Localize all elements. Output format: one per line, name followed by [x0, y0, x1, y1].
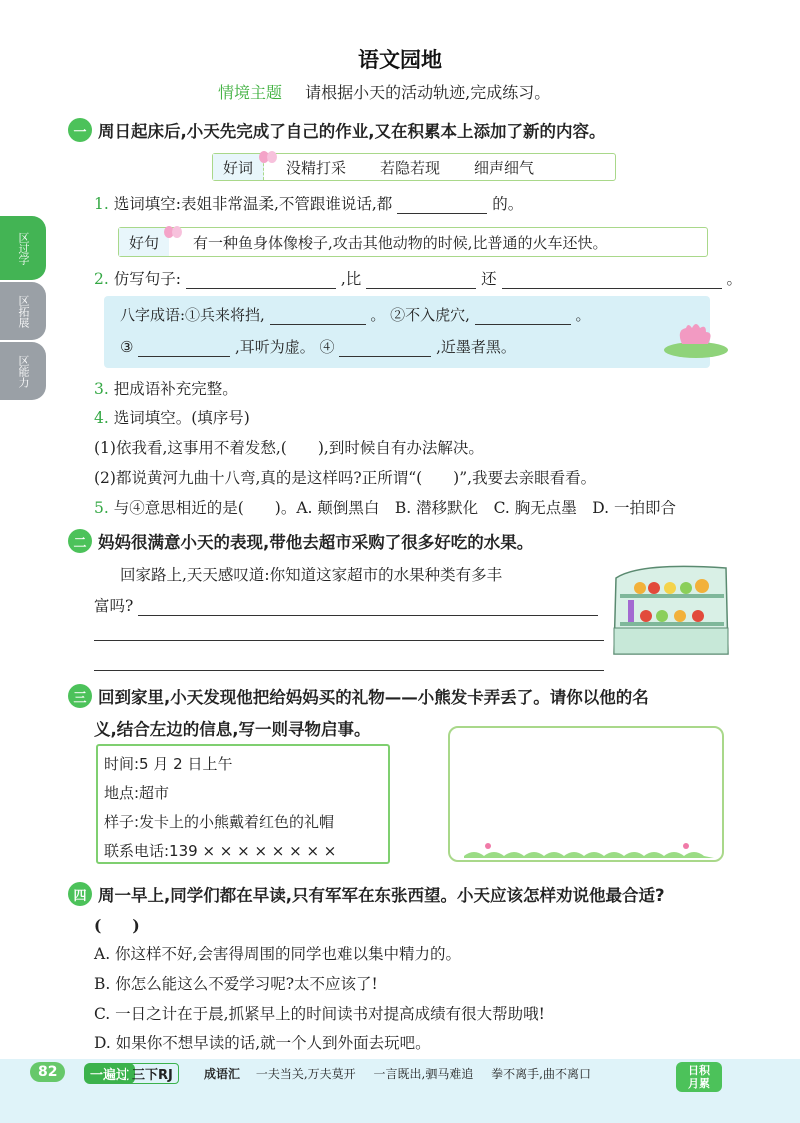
page-number: 82: [30, 1062, 65, 1082]
question-number: 4.: [94, 409, 109, 427]
option-a: A. 你这样不好,会害得周围的同学也难以集中精力的。: [94, 945, 461, 963]
section-4-answer-blank[interactable]: ( ): [94, 916, 140, 935]
good-word: 没精打采: [286, 158, 347, 177]
question-text: 。: [726, 270, 743, 288]
butterfly-icon: [163, 224, 183, 244]
side-tab-3[interactable]: 区能力: [0, 342, 46, 400]
good-sentence-tag: 好句: [119, 228, 169, 256]
answer-blank[interactable]: [339, 341, 431, 357]
section-1-heading-text: 周日起床后,小天先完成了自己的作业,又在积累本上添加了新的内容。: [98, 122, 606, 141]
section-3-badge: 三: [68, 684, 92, 708]
badge-line: 日积: [688, 1064, 710, 1077]
question-text: 选词填空。(填序号): [113, 409, 250, 427]
grade-label: 三下RJ: [126, 1063, 179, 1084]
grass-decoration-icon: [464, 840, 714, 858]
answer-line[interactable]: [94, 640, 604, 641]
section-3-heading-text: 回到家里,小天发现他把给妈妈买的礼物——小熊发卡弄丢了。请你以他的名: [98, 688, 649, 707]
info-description: 样子:发卡上的小熊戴着红色的礼帽: [104, 813, 335, 831]
good-sentence-box: [118, 227, 708, 257]
theme-text: 请根据小天的活动轨迹,完成练习。: [305, 83, 551, 102]
idiom-text: 。 ②不入虎穴,: [370, 306, 470, 324]
good-sentence-text: 有一种鱼身体像梭子,攻击其他动物的时候,比普通的火车还快。: [193, 233, 608, 252]
answer-blank[interactable]: [502, 273, 722, 289]
answer-line[interactable]: [138, 600, 598, 616]
question-text: 还: [481, 270, 497, 288]
section-2-heading-text: 妈妈很满意小天的表现,带他去超市采购了很多好吃的水果。: [98, 533, 534, 552]
idiom-phrase: 一言既出,驷马难追: [373, 1067, 474, 1081]
idiom-text: 。: [575, 306, 591, 324]
question-number: 3.: [94, 380, 109, 398]
option-d: D. 如果你不想早读的话,就一个人到外面去玩吧。: [94, 1034, 431, 1052]
page-title: 语文园地: [358, 48, 442, 72]
idiom-row-2: [120, 336, 516, 357]
idiom-text: 八字成语:①兵来将挡,: [120, 306, 265, 324]
question-1-2: [94, 267, 742, 289]
question-text: 把成语补充完整。: [113, 380, 238, 398]
question-text: ,比: [340, 270, 362, 288]
question-1-4-2: (2)都说黄河九曲十八弯,真的是这样吗?正所谓“( )”,我要去亲眼看看。: [94, 469, 597, 487]
idiom-phrase: 拳不离手,曲不离口: [491, 1067, 591, 1081]
section-2-paragraph-1: 回家路上,天天感叹道:你知道这家超市的水果种类有多丰: [120, 566, 503, 584]
lost-item-info-box: [96, 744, 390, 864]
butterfly-icon: [258, 149, 278, 169]
info-place: 地点:超市: [104, 784, 170, 802]
good-word: 细声细气: [474, 158, 535, 177]
option-b: B. 你怎么能这么不爱学习呢?太不应该了!: [94, 975, 378, 993]
idiom-box: [104, 296, 710, 368]
side-tab-2[interactable]: 区拓展: [0, 282, 46, 340]
answer-line[interactable]: [94, 670, 604, 671]
question-number: 2.: [94, 270, 109, 288]
theme-tag: 情境主题: [218, 83, 283, 102]
question-1-1: [94, 192, 523, 214]
good-words-box: [212, 153, 616, 181]
question-number: 1.: [94, 195, 109, 213]
section-3-heading: [68, 684, 649, 708]
answer-blank[interactable]: [186, 273, 336, 289]
question-text: 选词填空:表姐非常温柔,不管跟谁说话,都: [113, 195, 393, 213]
question-1-3: [94, 377, 238, 399]
idiom-collection-label: 成语汇: [204, 1067, 241, 1081]
answer-blank[interactable]: [270, 309, 366, 325]
question-text: 的。: [492, 195, 524, 213]
badge-line: 月累: [688, 1077, 710, 1090]
side-tab-1[interactable]: 区过学: [0, 216, 46, 280]
idiom-collection: [204, 1065, 605, 1082]
option-c: C. 一日之计在于晨,抓紧早上的时间读书对提高成绩有很大帮助哦!: [94, 1005, 545, 1023]
question-number: 5.: [94, 499, 109, 517]
section-2-text: 富吗?: [94, 597, 134, 615]
section-4-badge: 四: [68, 882, 92, 906]
section-2-paragraph-2: [94, 594, 598, 616]
good-word: 若隐若现: [380, 158, 441, 177]
theme-row: [218, 80, 550, 103]
idiom-phrase: 一夫当关,万夫莫开: [255, 1067, 356, 1081]
question-text: 仿写句子:: [113, 270, 181, 288]
section-3-heading-line-2: 义,结合左边的信息,写一则寻物启事。: [94, 720, 371, 739]
idiom-text: ,近墨者黑。: [436, 338, 516, 356]
fruit-shelf-icon: [610, 558, 732, 656]
lotus-icon: [656, 316, 730, 360]
idiom-row-1: [120, 304, 591, 325]
answer-blank[interactable]: [138, 341, 230, 357]
section-2-heading: [68, 529, 533, 553]
brand-label: 一遍过: [84, 1063, 135, 1084]
answer-blank[interactable]: [475, 309, 571, 325]
lost-notice-writing-box[interactable]: [448, 726, 724, 862]
question-1-4-1: (1)依我看,这事用不着发愁,( ),到时候自有办法解决。: [94, 439, 484, 457]
info-phone: 联系电话:139 × × × × × × × ×: [104, 842, 337, 860]
info-time: 时间:5 月 2 日上午: [104, 755, 233, 773]
answer-blank[interactable]: [397, 198, 487, 214]
good-words-tag: 好词: [213, 154, 264, 180]
section-4-heading-text: 周一早上,同学们都在早读,只有军军在东张西望。小天应该怎样劝说他最合适?: [98, 886, 665, 905]
section-2-badge: 二: [68, 529, 92, 553]
question-1-4: [94, 406, 250, 428]
idiom-text: ,耳听为虚。 ④: [235, 338, 335, 356]
question-text: 与④意思相近的是( )。A. 颠倒黑白 B. 潜移默化 C. 胸无点墨 D. 一拍即合: [113, 499, 677, 517]
idiom-text: ③: [120, 338, 134, 356]
daily-accumulation-badge: [676, 1062, 722, 1092]
section-1-heading: [68, 118, 606, 142]
section-1-badge: 一: [68, 118, 92, 142]
section-4-heading: [68, 882, 665, 906]
question-1-5: [94, 496, 676, 518]
footer: [0, 1062, 800, 1088]
answer-blank[interactable]: [366, 273, 476, 289]
